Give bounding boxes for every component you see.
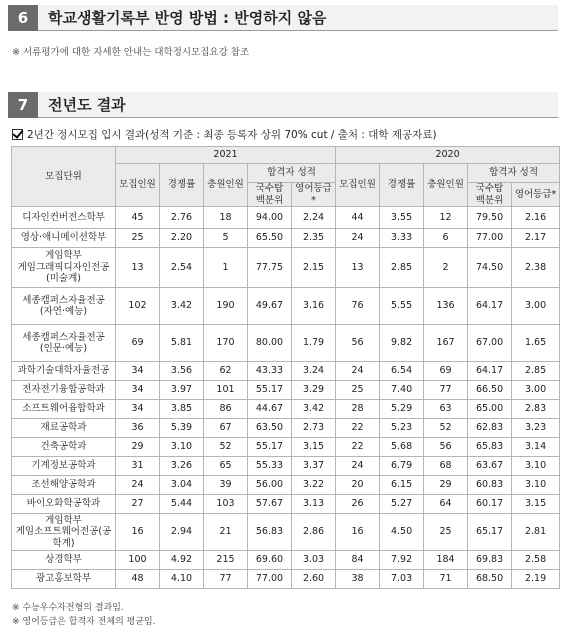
results-subtitle [12, 127, 437, 142]
cell-value: 94.00 [248, 207, 292, 229]
cell-value: 57.67 [248, 495, 292, 514]
cell-value: 2.85 [380, 248, 424, 288]
table-row [12, 514, 560, 551]
cell-value: 63.67 [468, 457, 512, 476]
cell-value: 6.79 [380, 457, 424, 476]
header-recruit-2020: 모집인원 [336, 164, 380, 207]
cell-value: 16 [336, 514, 380, 551]
cell-value: 3.97 [160, 381, 204, 400]
cell-value: 29 [116, 438, 160, 457]
cell-value: 2.38 [512, 248, 560, 288]
cell-unit: 세종캠퍼스자율전공 (인문·예능) [12, 325, 116, 362]
cell-value: 2.60 [292, 570, 336, 589]
cell-value: 3.13 [292, 495, 336, 514]
header-recruit-2021: 모집인원 [116, 164, 160, 207]
cell-value: 79.50 [468, 207, 512, 229]
cell-value: 24 [336, 362, 380, 381]
cell-value: 77 [424, 381, 468, 400]
cell-value: 31 [116, 457, 160, 476]
cell-value: 1 [204, 248, 248, 288]
admission-results-table [11, 146, 560, 589]
cell-value: 64 [424, 495, 468, 514]
header-fill-2020: 충원인원 [424, 164, 468, 207]
cell-unit: 게임학부 게임그래픽디자인전공 (미술계) [12, 248, 116, 288]
cell-unit: 재료공학과 [12, 419, 116, 438]
table-row [12, 570, 560, 589]
cell-unit: 상경학부 [12, 551, 116, 570]
table-row [12, 419, 560, 438]
cell-value: 5.44 [160, 495, 204, 514]
section-7-number: 7 [8, 92, 38, 118]
header-fill-2021: 충원인원 [204, 164, 248, 207]
cell-value: 6 [424, 229, 468, 248]
table-row [12, 400, 560, 419]
cell-value: 63.50 [248, 419, 292, 438]
cell-value: 2.85 [512, 362, 560, 381]
cell-value: 6.54 [380, 362, 424, 381]
cell-value: 77.00 [248, 570, 292, 589]
table-row [12, 381, 560, 400]
table-row [12, 288, 560, 325]
cell-value: 77 [204, 570, 248, 589]
cell-value: 69.60 [248, 551, 292, 570]
cell-value: 190 [204, 288, 248, 325]
header-unit: 모집단위 [12, 147, 116, 207]
cell-value: 67 [204, 419, 248, 438]
cell-unit: 건축공학과 [12, 438, 116, 457]
cell-value: 1.79 [292, 325, 336, 362]
cell-value: 27 [116, 495, 160, 514]
cell-unit: 디자인컨버전스학부 [12, 207, 116, 229]
cell-value: 3.55 [380, 207, 424, 229]
cell-value: 13 [336, 248, 380, 288]
cell-value: 26 [336, 495, 380, 514]
cell-value: 34 [116, 381, 160, 400]
cell-value: 2.17 [512, 229, 560, 248]
cell-value: 65 [204, 457, 248, 476]
section-7-title: 전년도 결과 [38, 92, 558, 117]
cell-value: 3.24 [292, 362, 336, 381]
cell-value: 20 [336, 476, 380, 495]
cell-value: 77.75 [248, 248, 292, 288]
cell-value: 167 [424, 325, 468, 362]
cell-value: 65.83 [468, 438, 512, 457]
section-6-note: ※ 서류평가에 대한 자세한 안내는 대학정시모집요강 참조 [12, 47, 250, 58]
cell-value: 22 [336, 438, 380, 457]
cell-value: 5 [204, 229, 248, 248]
header-eng-2020: 영어등급* [512, 183, 560, 207]
cell-value: 170 [204, 325, 248, 362]
header-comp-2021: 경쟁률 [160, 164, 204, 207]
cell-value: 5.39 [160, 419, 204, 438]
cell-value: 43.33 [248, 362, 292, 381]
cell-value: 18 [204, 207, 248, 229]
cell-value: 3.00 [512, 381, 560, 400]
cell-value: 24 [336, 457, 380, 476]
cell-value: 45 [116, 207, 160, 229]
header-kmi-2021: 국수탐 백분위 [248, 183, 292, 207]
cell-value: 62 [204, 362, 248, 381]
cell-value: 2.94 [160, 514, 204, 551]
cell-value: 24 [336, 229, 380, 248]
cell-value: 2.58 [512, 551, 560, 570]
cell-value: 56.83 [248, 514, 292, 551]
cell-value: 84 [336, 551, 380, 570]
cell-value: 34 [116, 362, 160, 381]
section-7-header [8, 92, 558, 118]
cell-value: 29 [424, 476, 468, 495]
cell-value: 80.00 [248, 325, 292, 362]
cell-value: 3.15 [292, 438, 336, 457]
cell-value: 3.42 [292, 400, 336, 419]
cell-unit: 기계정보공학과 [12, 457, 116, 476]
cell-value: 6.15 [380, 476, 424, 495]
cell-value: 2.19 [512, 570, 560, 589]
cell-value: 56.00 [248, 476, 292, 495]
cell-unit: 과학기술대학자율전공 [12, 362, 116, 381]
cell-value: 69 [116, 325, 160, 362]
cell-value: 3.22 [292, 476, 336, 495]
cell-value: 60.83 [468, 476, 512, 495]
cell-value: 102 [116, 288, 160, 325]
section-6-number: 6 [8, 5, 38, 31]
cell-value: 55.17 [248, 381, 292, 400]
cell-value: 103 [204, 495, 248, 514]
cell-value: 12 [424, 207, 468, 229]
cell-value: 3.56 [160, 362, 204, 381]
cell-value: 7.03 [380, 570, 424, 589]
cell-unit: 영상·애니메이션학부 [12, 229, 116, 248]
cell-value: 3.10 [512, 457, 560, 476]
cell-value: 3.42 [160, 288, 204, 325]
cell-value: 3.03 [292, 551, 336, 570]
cell-value: 101 [204, 381, 248, 400]
header-score-2021: 합격자 성적 [248, 164, 336, 183]
cell-value: 2.73 [292, 419, 336, 438]
cell-value: 67.00 [468, 325, 512, 362]
cell-value: 2.76 [160, 207, 204, 229]
cell-value: 39 [204, 476, 248, 495]
cell-value: 2.83 [512, 400, 560, 419]
cell-value: 65.17 [468, 514, 512, 551]
cell-value: 3.26 [160, 457, 204, 476]
cell-unit: 게임학부 게임소프트웨어전공(공학계) [12, 514, 116, 551]
cell-unit: 세종캠퍼스자율전공 (자연·예능) [12, 288, 116, 325]
cell-value: 65.00 [468, 400, 512, 419]
cell-value: 7.92 [380, 551, 424, 570]
header-year-2021: 2021 [116, 147, 336, 164]
header-score-2020: 합격자 성적 [468, 164, 560, 183]
cell-value: 9.82 [380, 325, 424, 362]
cell-value: 64.17 [468, 288, 512, 325]
cell-value: 5.23 [380, 419, 424, 438]
cell-value: 5.29 [380, 400, 424, 419]
cell-value: 5.68 [380, 438, 424, 457]
cell-value: 2.20 [160, 229, 204, 248]
cell-value: 13 [116, 248, 160, 288]
cell-value: 4.50 [380, 514, 424, 551]
results-subtitle-text: 2년간 정시모집 입시 결과(성적 기준 : 최종 등록자 상위 70% cut / 출처 : 대학 제공자료) [27, 129, 437, 141]
cell-value: 86 [204, 400, 248, 419]
cell-value: 44.67 [248, 400, 292, 419]
cell-value: 66.50 [468, 381, 512, 400]
cell-unit: 광고홍보학부 [12, 570, 116, 589]
cell-value: 215 [204, 551, 248, 570]
cell-value: 3.16 [292, 288, 336, 325]
section-6-title: 학교생활기록부 반영 방법 : 반영하지 않음 [38, 5, 558, 30]
cell-value: 3.37 [292, 457, 336, 476]
cell-value: 4.10 [160, 570, 204, 589]
checkbox-icon [12, 129, 23, 140]
cell-value: 38 [336, 570, 380, 589]
cell-value: 184 [424, 551, 468, 570]
cell-value: 3.15 [512, 495, 560, 514]
cell-value: 21 [204, 514, 248, 551]
cell-value: 28 [336, 400, 380, 419]
cell-unit: 바이오화학공학과 [12, 495, 116, 514]
cell-value: 25 [424, 514, 468, 551]
cell-value: 3.85 [160, 400, 204, 419]
header-year-2020: 2020 [336, 147, 560, 164]
cell-value: 60.17 [468, 495, 512, 514]
table-row [12, 325, 560, 362]
cell-value: 3.10 [160, 438, 204, 457]
cell-unit: 소프트웨어융합학과 [12, 400, 116, 419]
footnote-1: ※ 수능우수자전형의 결과임. [12, 603, 124, 613]
cell-value: 3.00 [512, 288, 560, 325]
cell-value: 2.24 [292, 207, 336, 229]
cell-value: 62.83 [468, 419, 512, 438]
cell-value: 16 [116, 514, 160, 551]
table-row [12, 551, 560, 570]
cell-value: 65.50 [248, 229, 292, 248]
cell-value: 2 [424, 248, 468, 288]
cell-value: 25 [336, 381, 380, 400]
cell-value: 68.50 [468, 570, 512, 589]
cell-value: 56 [424, 438, 468, 457]
cell-value: 3.14 [512, 438, 560, 457]
footnote-2: ※ 영어등급은 합격자 전체의 평균임. [12, 617, 156, 627]
cell-value: 52 [204, 438, 248, 457]
cell-value: 52 [424, 419, 468, 438]
cell-value: 5.55 [380, 288, 424, 325]
table-row [12, 438, 560, 457]
cell-value: 2.86 [292, 514, 336, 551]
cell-value: 2.54 [160, 248, 204, 288]
cell-value: 56 [336, 325, 380, 362]
cell-value: 63 [424, 400, 468, 419]
table-row [12, 248, 560, 288]
cell-value: 34 [116, 400, 160, 419]
table-row [12, 229, 560, 248]
table-row [12, 362, 560, 381]
cell-value: 7.40 [380, 381, 424, 400]
cell-value: 3.29 [292, 381, 336, 400]
header-eng-2021: 영어등급* [292, 183, 336, 207]
cell-value: 2.81 [512, 514, 560, 551]
cell-value: 100 [116, 551, 160, 570]
cell-value: 64.17 [468, 362, 512, 381]
cell-value: 136 [424, 288, 468, 325]
cell-value: 69 [424, 362, 468, 381]
cell-value: 5.27 [380, 495, 424, 514]
cell-value: 2.16 [512, 207, 560, 229]
cell-value: 49.67 [248, 288, 292, 325]
cell-value: 3.23 [512, 419, 560, 438]
cell-value: 3.33 [380, 229, 424, 248]
cell-value: 2.35 [292, 229, 336, 248]
cell-value: 74.50 [468, 248, 512, 288]
cell-value: 44 [336, 207, 380, 229]
header-comp-2020: 경쟁률 [380, 164, 424, 207]
cell-value: 3.04 [160, 476, 204, 495]
cell-value: 36 [116, 419, 160, 438]
section-6-header [8, 5, 558, 31]
cell-value: 1.65 [512, 325, 560, 362]
table-row [12, 457, 560, 476]
table-row [12, 207, 560, 229]
table-row [12, 495, 560, 514]
cell-value: 77.00 [468, 229, 512, 248]
cell-value: 3.10 [512, 476, 560, 495]
cell-value: 76 [336, 288, 380, 325]
cell-value: 55.33 [248, 457, 292, 476]
cell-unit: 전자전기융합공학과 [12, 381, 116, 400]
cell-value: 4.92 [160, 551, 204, 570]
cell-value: 2.15 [292, 248, 336, 288]
cell-value: 48 [116, 570, 160, 589]
header-kmi-2020: 국수탐 백분위 [468, 183, 512, 207]
cell-value: 55.17 [248, 438, 292, 457]
cell-unit: 조선해양공학과 [12, 476, 116, 495]
cell-value: 25 [116, 229, 160, 248]
cell-value: 22 [336, 419, 380, 438]
table-row [12, 476, 560, 495]
cell-value: 24 [116, 476, 160, 495]
cell-value: 69.83 [468, 551, 512, 570]
cell-value: 71 [424, 570, 468, 589]
cell-value: 68 [424, 457, 468, 476]
cell-value: 5.81 [160, 325, 204, 362]
